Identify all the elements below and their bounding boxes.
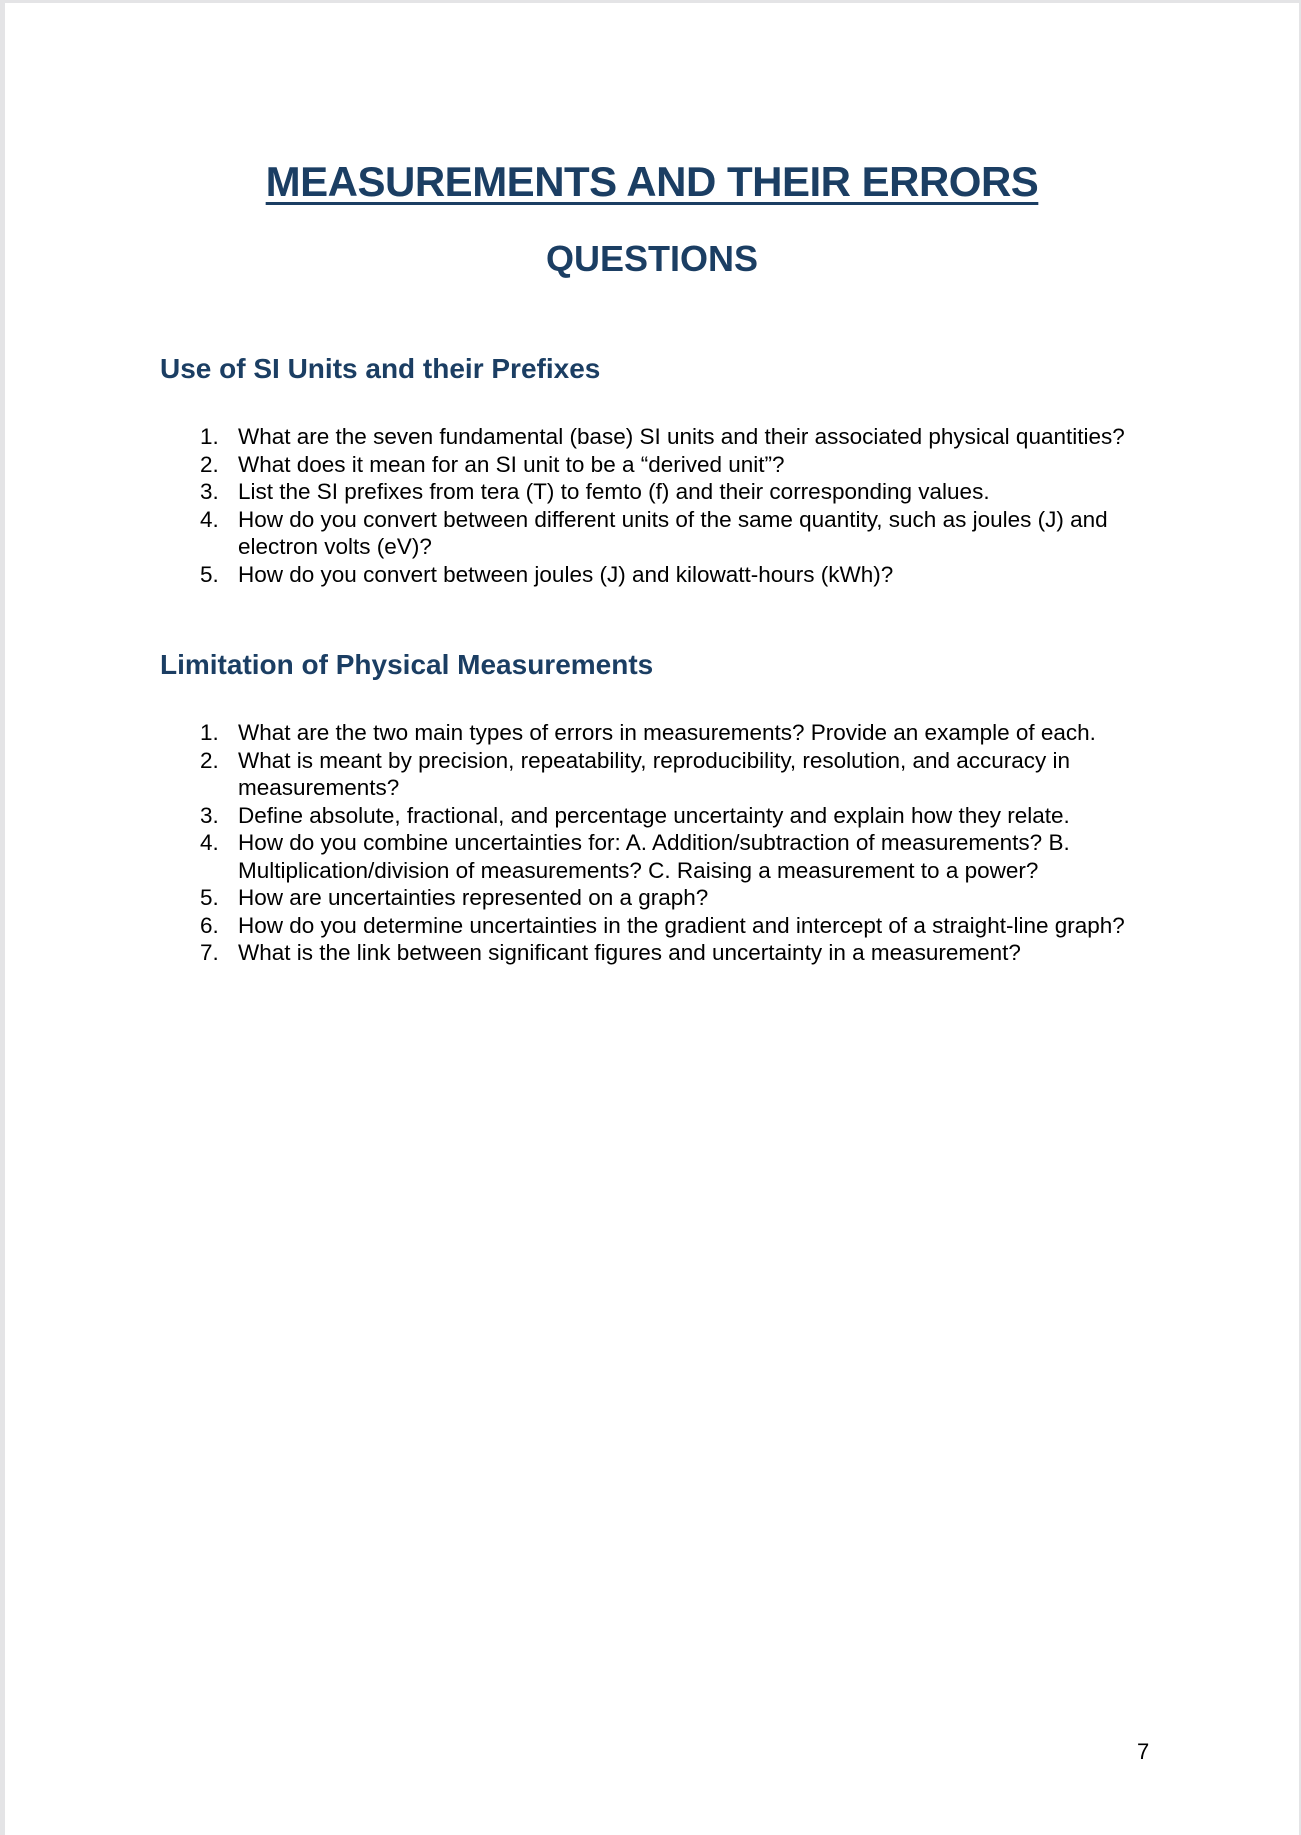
question-item: 3. List the SI prefixes from tera (T) to femto (f) and their corresponding values.: [200, 479, 990, 504]
question-item: 2. What is meant by precision, repeatability, reproducibility, resolution, and accuracy in measurements?: [200, 747, 1071, 800]
page-subtitle: QUESTIONS: [545, 238, 759, 279]
question-list-si-units: [155, 423, 1140, 588]
document-page: [5, 3, 1299, 1835]
question-item: 4. How do you combine uncertainties for: A. Addition/subtraction of measurements? B. Multiplication/division of measurements? C. Raising a measurement to a power?: [200, 830, 1070, 883]
page-title: [5, 158, 1299, 206]
question-item: 2. What does it mean for an SI unit to be a “derived unit”?: [200, 451, 785, 477]
question-item: 1. What are the seven fundamental (base) SI units and their associated physical quantities?: [200, 424, 1125, 449]
question-item: 7. What is the link between significant figures and uncertainty in a measurement?: [200, 940, 1021, 965]
page-title-text: MEASUREMENTS AND THEIR ERRORS: [265, 158, 1039, 205]
question-item: 4. How do you convert between different units of the same quantity, such as joules (J) and electron volts (eV)?: [200, 506, 1108, 559]
section-heading-limitations: Limitation of Physical Measurements: [160, 649, 654, 680]
question-list-limitations: [155, 719, 1140, 967]
section-heading-si-units: Use of SI Units and their Prefixes: [160, 353, 601, 384]
question-item: 6. How do you determine uncertainties in the gradient and intercept of a straight-line graph?: [200, 912, 1125, 938]
question-item: 5. How do you convert between joules (J) and kilowatt-hours (kWh)?: [200, 561, 894, 587]
question-item: 5. How are uncertainties represented on a graph?: [200, 885, 709, 910]
question-item: 3. Define absolute, fractional, and percentage uncertainty and explain how they relate.: [200, 802, 1070, 828]
question-item: 1. What are the two main types of errors in measurements? Provide an example of each.: [200, 720, 1096, 745]
page-number: 7: [1137, 1739, 1150, 1764]
